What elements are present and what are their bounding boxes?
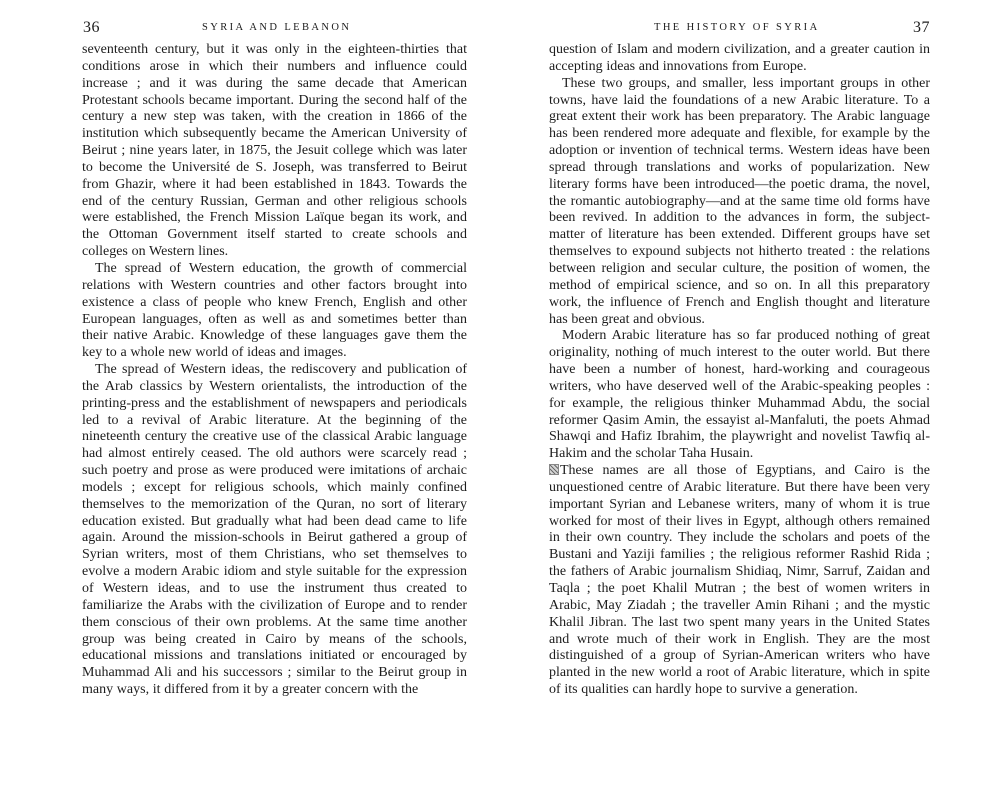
right-running-head bbox=[549, 18, 930, 42]
page-number: 37 bbox=[913, 19, 930, 36]
paragraph-with-mark bbox=[549, 463, 930, 699]
running-head-title: THE HISTORY OF SYRIA bbox=[654, 22, 820, 33]
left-page bbox=[82, 18, 467, 699]
scan-artifact-icon bbox=[549, 464, 559, 475]
running-head-title: SYRIA AND LEBANON bbox=[202, 22, 352, 33]
paragraph-text: These names are all those of Egyptians, and Cairo is the unquestioned centre of Arabic literature. But there have been very important Syrian and Lebanese writers, many of whom it is true worked for most of their lives in Egypt, although others remained in their own country. They include the scholars and poets of the Bustani and Yaziji families ; the religious reformer Rashid Rida ; the fathers of Arabic journalism Shidiaq, Nimr, Sarruf, Zaidan and Taqla ; the poet Khalil Mutran ; the best of women writers in Arabic, May Ziadah ; the traveller Amin Rihani ; and the mystic Khalil Jibran. The last two spent many years in the United States and wrote much of their work in English. They are the most distinguished of a group of Syrian-American writers who have planted in the new world a root of Arabic literature, which in spite of its qualities can hardly hope to survive a generation. bbox=[549, 463, 930, 698]
left-running-head bbox=[82, 18, 467, 42]
right-page bbox=[549, 18, 930, 699]
paragraph: The spread of Western education, the growth of commercial relations with Western countries and other factors brought into existence a class of people who knew French, English and other European languages, often as well as and sometimes better than their native Arabic. Knowledge of these languages gave them the key to a whole new world of ideas and images. bbox=[82, 260, 467, 361]
paragraph: seventeenth century, but it was only in the eighteen-thirties that conditions arose in which their numbers and influence could increase ; and it was during the same decade that American Protestant schools became important. During the second half of the century a new step was taken, with the creation in 1866 of the institution which subsequently became the American University of Beirut ; nine years later, in 1875, the Jesuit college which was later to become the Université de S. Joseph, was transferred to Beirut from Ghazir, where it had been established in 1843. Towards the end of the century Russian, German and other religious schools were established, the French Mission Laïque began its work, and the Ottoman Government itself started to create schools and colleges on Western lines. bbox=[82, 42, 467, 260]
right-page-body bbox=[549, 42, 930, 699]
paragraph: question of Islam and modern civilization, and a greater caution in accepting ideas and innovations from Europe. bbox=[549, 42, 930, 74]
left-page-body bbox=[82, 42, 467, 699]
page-number: 36 bbox=[83, 19, 100, 36]
paragraph: Modern Arabic literature has so far produced nothing of great originality, nothing of much interest to the outer world. But there have been a number of honest, hard-working and courageous writers, who have deserved well of the Arabic-speaking peoples : for example, the religious thinker Muhammad Abdu, the social reformer Qasim Amin, the essayist al-Manfaluti, the poets Ahmad Shawqi and Hafiz Ibrahim, the playwright and novelist Tawfiq al-Hakim and the scholar Taha Husain. bbox=[549, 328, 930, 462]
paragraph: These two groups, and smaller, less important groups in other towns, have laid the foundations of a new Arabic literature. To a great extent their work has been preparatory. The Arabic language has been rendered more adequate and flexible, for example by the adoption or invention of technical terms. Western ideas have been spread through translations and works of popularization. New literary forms have been introduced—the poetic drama, the novel, the romantic autobiography—and at the same time old forms have been revived. In addition to the advances in form, the subject-matter of literature has been extended. Different groups have set themselves to expound subjects not hitherto treated : the relations between religion and secular culture, the position of women, the method of empirical science, and so on. In all this preparatory work, the influence of French and English thought and literature has been great and obvious. bbox=[549, 75, 930, 327]
paragraph: The spread of Western ideas, the rediscovery and publication of the Arab classics by Western orientalists, the introduction of the printing-press and the establishment of newspapers and periodicals led to a revival of Arabic literature. At the beginning of the nineteenth century the creative use of the classical Arabic language had almost entirely ceased. The old authors were scarcely read ; such poetry and prose as were produced were imitations of archaic models ; except for religious schools, which mainly confined themselves to the memorization of the Quran, no sort of literary education existed. But gradually what had been dead came to life again. Around the mission-schools in Beirut gathered a group of Syrian writers, most of them Christians, who set themselves to evolve a modern Arabic idiom and style suitable for the expression of Western ideas, and to use the instrument thus created to familiarize the Arabs with the civilization of Europe and to render them conscious of their own problems. At the same time another group was being created in Cairo by means of the schools, educational missions and translations initiated or encouraged by Muhammad Ali and his successors ; similar to the Beirut group in many ways, it differed from it by a greater concern with the bbox=[82, 362, 467, 698]
